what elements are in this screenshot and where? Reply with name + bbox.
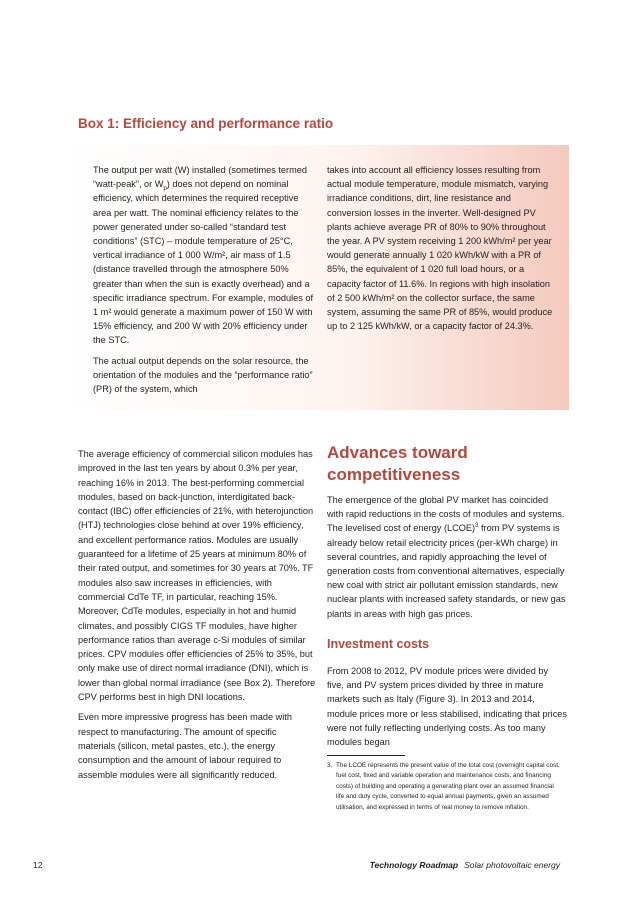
box-paragraph: takes into account all efficiency losses resulting from actual module temperature, module mismatch, varying irradiance conditions, dirt, line resistance and conversion losses in the inverter. Well-designed PV plants achieve average PR of 80% to 90% throughout the year. A PV system receiving 1 200 kWh/m² per year would generate annually 1 020 kWh/kW with a PR of 85%, the equivalent of 1 020 full load hours, or a capacity factor of 11.6%. In regions with high insolation of 2 500 kWh/m² on the collector surface, the same system, assuming the same PR of 85%, would produce up to 2 125 kWh/kW, or a capacity factor of 24.3%. <box>327 165 553 332</box>
page-number: 12 <box>33 860 43 870</box>
footnote <box>327 761 563 813</box>
box-text: The output per watt (W) installed (sometimes termed “watt-peak”, or W <box>93 165 307 190</box>
body-paragraph: From 2008 to 2012, PV module prices were divided by five, and PV system prices divided by three in mature markets such as Italy (Figure 3). In 2013 and 2014, module prices more or less stabilised, indicating that prices were not fully reflecting underlying costs. As too many modules began <box>327 666 568 748</box>
box-paragraph: The actual output depends on the solar resource, the orientation of the modules and the “performance ratio” (PR) of the system, which <box>93 355 313 395</box>
footnote-number: 3. <box>327 762 333 769</box>
box-right-column <box>327 163 557 333</box>
footnote-ref: 3 <box>475 523 479 530</box>
footnote-text: The LCOE represents the present value of the total cost (overnight capital cost, fuel cost, fixed and variable operation and maintenance costs, and financing costs) of building and operating a generating plant over an assumed financial life and duty cycle, converted to equal annual payments, given an assumed utilisation, and expressed in terms of real money to remove inflation. <box>336 762 560 811</box>
body-paragraph: Even more impressive progress has been made with respect to manufacturing. The amount of specific materials (silicon, metal pastes, etc.), the energy consumption and the amount of labour required to assemble modules were all significantly reduced. <box>78 712 292 780</box>
main-left-column <box>78 447 316 782</box>
box-text: ) does not depend on nominal efficiency, which determines the required receptive area per watt. The nominal efficiency relates to the power generated under so-called “standard test conditions” (STC) – module temperature of 25°C, vertical irradiance of 1 000 W/m², air mass of 1.5 (distance travelled through the atmosphere 50% greater than when the sun is exactly overhead) and a specific irradiance spectrum. For example, modules of 1 m² would generate a maximum power of 150 W with 15% efficiency, and 200 W with 20% efficiency under the STC. <box>93 179 314 346</box>
investment-paragraph <box>327 664 567 749</box>
footnote-divider <box>327 755 405 756</box>
footer-title: Technology Roadmap <box>369 860 459 870</box>
intro-paragraph <box>327 493 567 621</box>
running-footer <box>370 860 560 870</box>
footer-subtitle: Solar photovoltaic energy <box>464 860 560 870</box>
body-paragraph: The average efficiency of commercial silicon modules has improved in the last ten years by about 0.3% per year, reaching 16% in 2013. The best-performing commercial modules, based on back-junction, interdigitated back-contact (IBC) offer efficiencies of 21%, with heterojunction (HTJ) technologies close behind at over 19% efficiency, and excellent performance ratios. Modules are usually guaranteed for a lifetime of 25 years at minimum 80% of their rated output, and sometimes for 30 years at 70%. TF modules also saw increases in efficiencies, with commercial CdTe TF, in particular, reaching 15%. Moreover, CdTe modules, especially in hot and humid climates, and possibly CIGS TF modules, have higher performance ratios than average c-Si modules of similar prices. CPV modules offer efficiencies of 25% to 35%, but only make use of direct normal irradiance (DNI), which is lower than global normal irradiance (see Box 2). Therefore CPV performs best in high DNI locations. <box>78 449 316 703</box>
box-left-column <box>93 163 315 396</box>
box-title: Box 1: Efficiency and performance ratio <box>78 116 334 131</box>
body-text: from PV systems is already below retail electricity prices (per-kWh charge) in several countries, and rapidly approaching the level of generation costs from conventional alternatives, especially new coal with strict air pollutant emission standards, new nuclear plants with increased safety standards, or new gas plants in areas with high gas prices. <box>327 523 566 619</box>
box-subscript: p <box>163 186 167 193</box>
body-paragraph <box>327 493 567 621</box>
body-text: The emergence of the global PV market has coincided with rapid reductions in the costs of modules and systems. The levelised cost of energy (LCOE) <box>327 495 565 534</box>
box-paragraph <box>93 163 315 348</box>
subsection-heading: Investment costs <box>327 637 430 651</box>
section-heading: Advances toward competitiveness <box>327 443 468 484</box>
